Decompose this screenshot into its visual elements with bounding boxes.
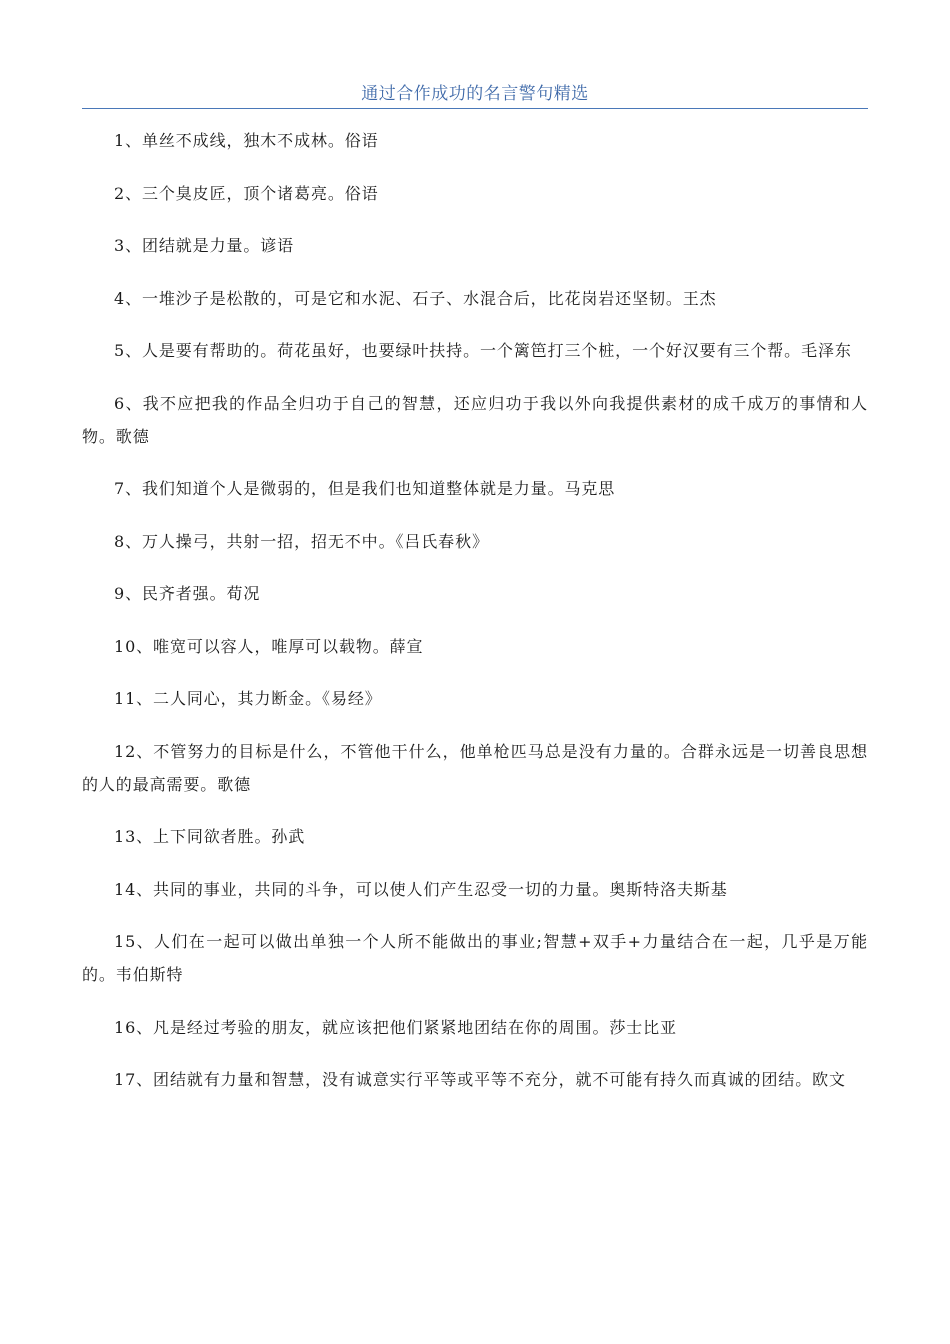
quote-item: 13、上下同欲者胜。孙武 — [114, 827, 306, 846]
quote-item: 12、不管努力的目标是什么，不管他干什么，他单枪匹马总是没有力量的。合群永远是一切善良思想的人的最高需要。歌德 — [82, 741, 868, 794]
quote-item: 2、三个臭皮匠，顶个诸葛亮。俗语 — [114, 183, 379, 203]
quote-item: 5、人是要有帮助的。荷花虽好，也要绿叶扶持。一个篱笆打三个桩，一个好汉要有三个帮。毛泽东 — [114, 341, 852, 360]
quote-item: 11、二人同心，其力断金。《易经》 — [114, 689, 382, 708]
quote-item: 17、团结就有力量和智慧，没有诚意实行平等或平等不充分，就不可能有持久而真诚的团结。欧文 — [114, 1070, 846, 1089]
quote-item: 6、我不应把我的作品全归功于自己的智慧，还应归功于我以外向我提供素材的成千成万的事情和人物。歌德 — [82, 393, 868, 446]
quote-item: 9、民齐者强。荀况 — [114, 584, 261, 603]
quote-item: 8、万人操弓，共射一招，招无不中。《吕氏春秋》 — [114, 531, 489, 551]
document-title: 通过合作成功的名言警句精选 — [361, 84, 589, 104]
quote-item: 1、单丝不成线，独木不成林。俗语 — [114, 131, 379, 150]
quote-item: 7、我们知道个人是微弱的，但是我们也知道整体就是力量。马克思 — [114, 479, 616, 498]
quote-item: 16、凡是经过考验的朋友，就应该把他们紧紧地团结在你的周围。莎士比亚 — [114, 1017, 677, 1037]
quote-item: 4、一堆沙子是松散的，可是它和水泥、石子、水混合后，比花岗岩还坚韧。王杰 — [114, 288, 717, 308]
quote-list — [82, 124, 868, 1116]
quote-item: 14、共同的事业，共同的斗争，可以使人们产生忍受一切的力量。奥斯特洛夫斯基 — [114, 879, 728, 899]
quote-item: 10、唯宽可以容人，唯厚可以载物。薛宣 — [114, 636, 424, 656]
document-header — [82, 82, 868, 109]
quote-item: 3、团结就是力量。谚语 — [114, 236, 295, 255]
quote-item: 15、人们在一起可以做出单独一个人所不能做出的事业;智慧+双手+力量结合在一起，几乎是万能的。韦伯斯特 — [82, 932, 868, 984]
